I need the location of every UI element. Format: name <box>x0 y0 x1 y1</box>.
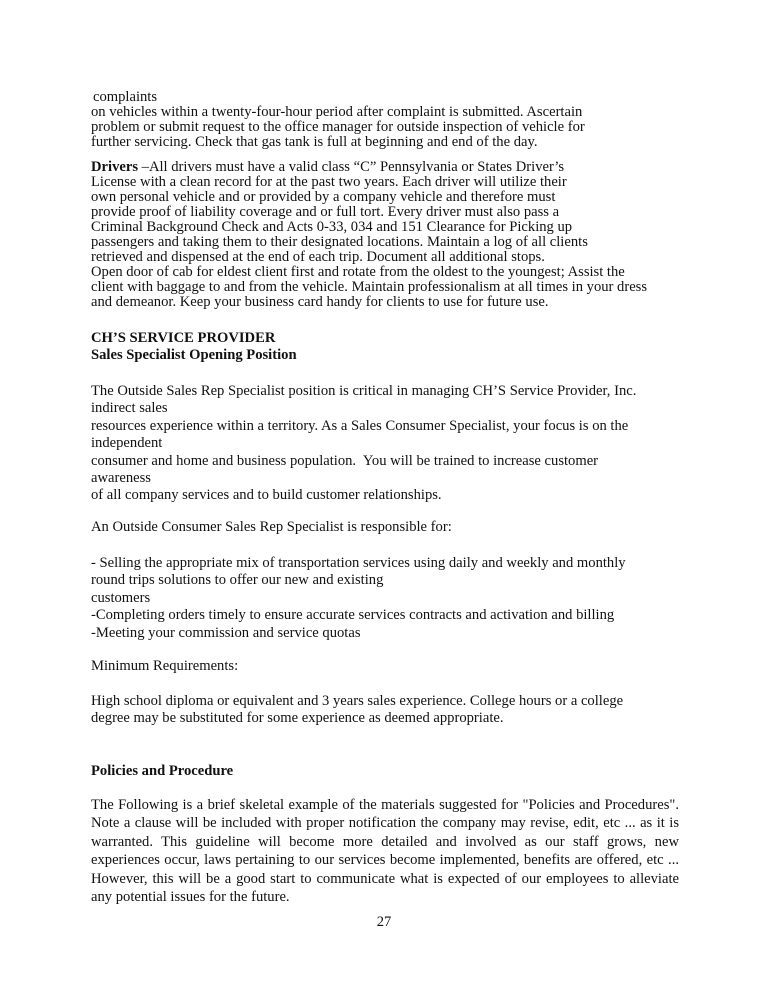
drivers-paragraph <box>91 160 647 310</box>
min-req-heading: Minimum Requirements: <box>91 658 239 674</box>
paragraph-line: degree may be substituted for some experience as deemed appropriate. <box>91 710 504 727</box>
paragraph-line: of all company services and to build customer relationships. <box>91 487 442 504</box>
paragraph-line: License with a clean record for at the past two years. Each driver will utilize their <box>91 174 567 190</box>
paragraph-line: client with baggage to and from the vehicle. Maintain professionalism at all times in your dress <box>91 279 648 295</box>
paragraph-line: Open door of cab for eldest client first and rotate from the oldest to the youngest; Assist the <box>91 264 625 280</box>
list-item: -Completing orders timely to ensure accurate services contracts and activation and billing <box>91 607 615 624</box>
position-heading: Sales Specialist Opening Position <box>91 347 297 363</box>
list-item: customers <box>91 589 151 606</box>
list-item: round trips solutions to offer our new and existing <box>91 572 384 589</box>
paragraph-line: retrieved and dispensed at the end of each trip. Document all additional stops. <box>91 249 545 265</box>
paragraph-line <box>91 160 647 175</box>
drivers-label: Drivers <box>91 159 139 175</box>
paragraph-line: further servicing. Check that gas tank is full at beginning and end of the day. <box>91 134 538 150</box>
paragraph-line: own personal vehicle and or provided by a company vehicle and therefore must <box>91 189 556 205</box>
vehicle-paragraph <box>91 90 585 150</box>
responsibilities-list <box>91 555 626 642</box>
list-item: - Selling the appropriate mix of transportation services using daily and weekly and monthly <box>91 555 626 571</box>
paragraph-line: complaints <box>93 89 158 105</box>
paragraph-line: resources experience within a territory. As a Sales Consumer Specialist, your focus is on the <box>91 417 629 434</box>
policies-paragraph: The Following is a brief skeletal example of the materials suggested for "Policies and Procedures". Note a clause will be included with proper notification the company may revise, edit, etc ... as it is warranted. This guideline will become more detailed and involved as our staff grows, new experiences occur, laws pertaining to our services become implemented, benefits are offered, etc ... However, this will be a good start to communicate what is expected of our employees to alleviate any potential issues for the future. <box>91 797 679 906</box>
min-req-paragraph <box>91 693 623 728</box>
page-number: 27 <box>376 914 392 930</box>
policies-heading: Policies and Procedure <box>91 763 234 779</box>
paragraph-line: independent <box>91 435 163 452</box>
paragraph-line: provide proof of liability coverage and or full tort. Every driver must also pass a <box>91 204 560 220</box>
paragraph-line: and demeanor. Keep your business card handy for clients to use for future use. <box>91 294 549 310</box>
drivers-first-line: –All drivers must have a valid class “C” Pennsylvania or States Driver’s <box>138 159 565 175</box>
paragraph-line: awareness <box>91 470 151 487</box>
paragraph-line: High school diploma or equivalent and 3 years sales experience. College hours or a college <box>91 693 624 709</box>
sales-intro-paragraph <box>91 383 636 505</box>
provider-heading: CH’S SERVICE PROVIDER <box>91 330 276 346</box>
responsible-heading: An Outside Consumer Sales Rep Specialist is responsible for: <box>91 519 452 535</box>
paragraph-line: passengers and taking them to their designated locations. Maintain a log of all clients <box>91 234 588 250</box>
paragraph-line: consumer and home and business population. You will be trained to increase customer <box>91 452 599 469</box>
list-item: -Meeting your commission and service quotas <box>91 624 361 641</box>
paragraph-line: indirect sales <box>91 400 168 417</box>
paragraph-line: Criminal Background Check and Acts 0-33, 034 and 151 Clearance for Picking up <box>91 219 573 235</box>
paragraph-line: on vehicles within a twenty-four-hour period after complaint is submitted. Ascertain <box>91 104 583 120</box>
paragraph-line: problem or submit request to the office manager for outside inspection of vehicle for <box>91 119 585 135</box>
paragraph-line: The Outside Sales Rep Specialist position is critical in managing CH’S Service Provider, Inc. <box>91 383 637 399</box>
